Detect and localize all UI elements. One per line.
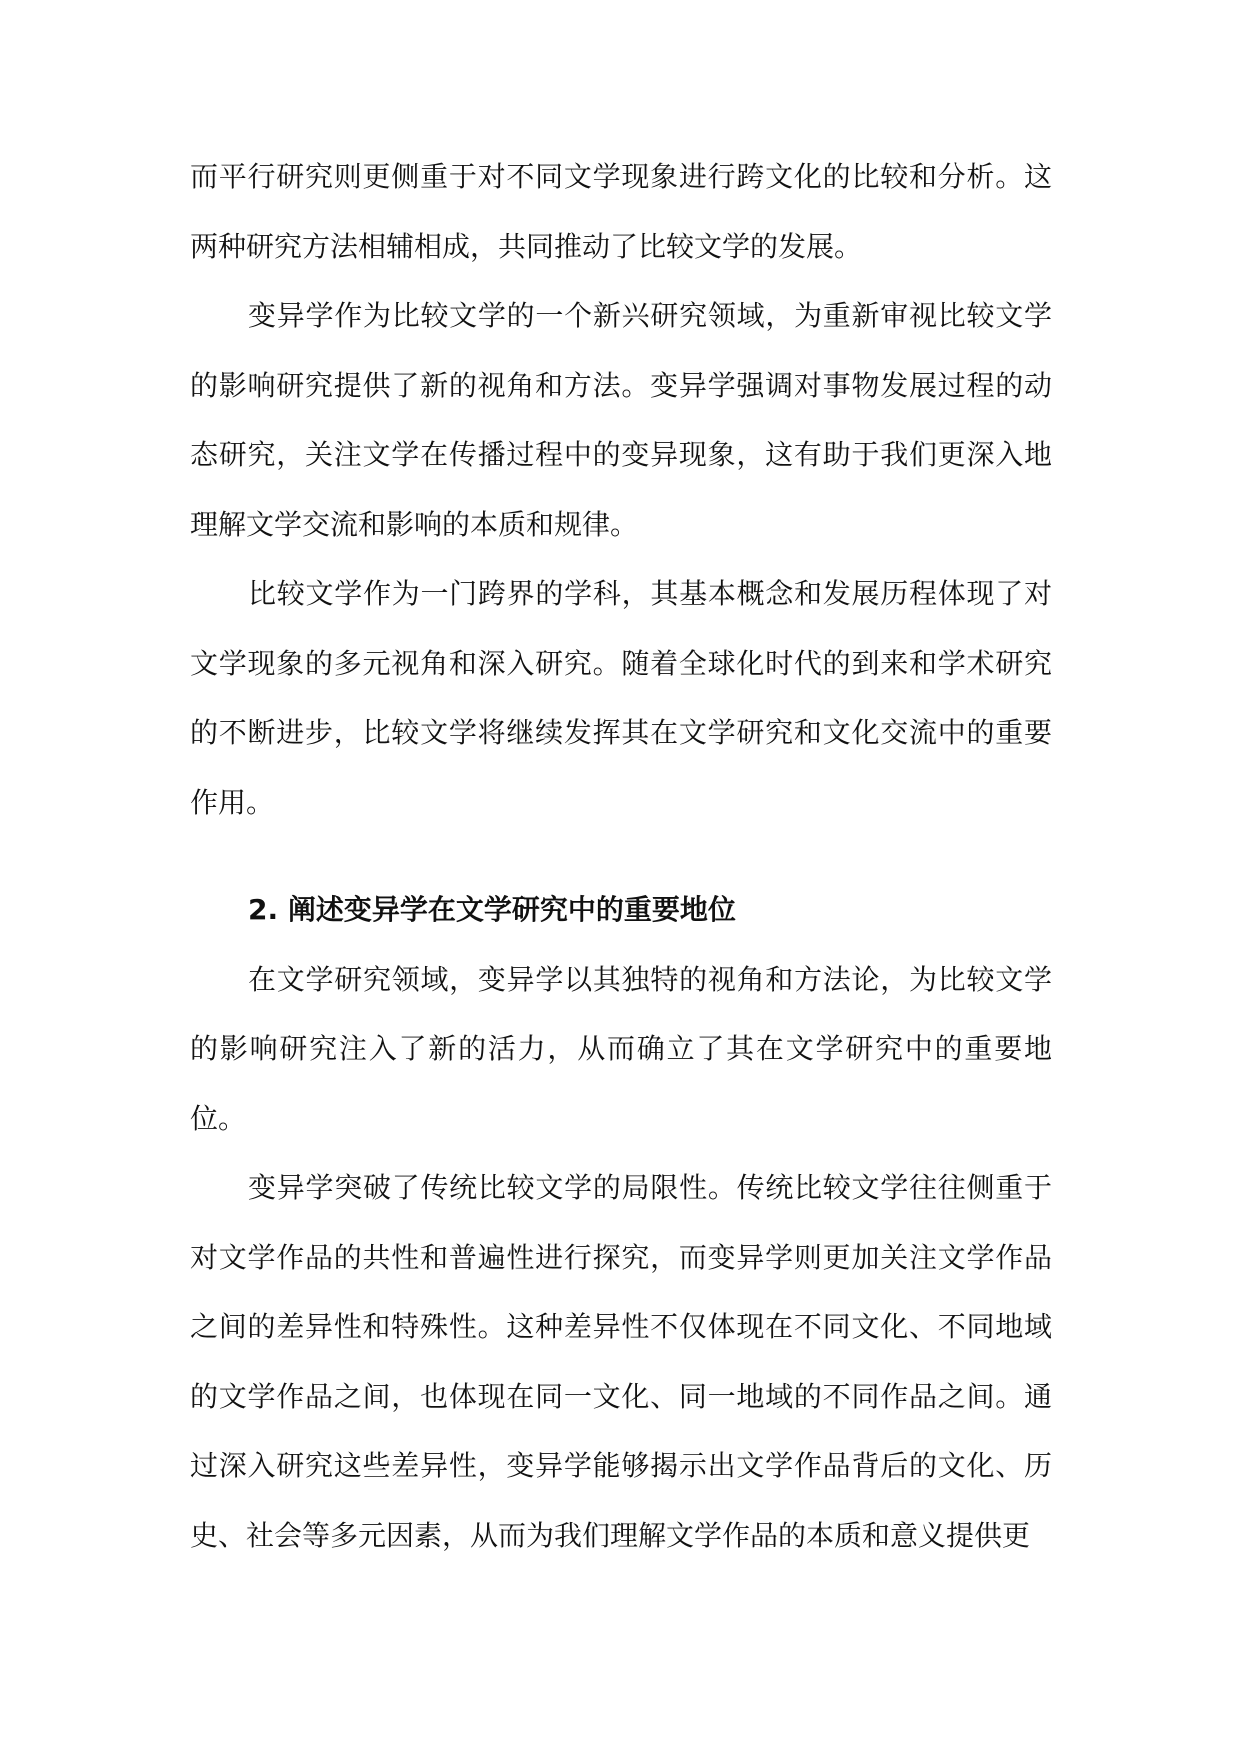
document-body (190, 142, 1052, 1570)
section-paragraph-intro: 在文学研究领域，变异学以其独特的视角和方法论，为比较文学的影响研究注入了新的活力，从而确立了其在文学研究中的重要地位。 (190, 962, 1052, 1135)
section-paragraph-breakthrough: 变异学突破了传统比较文学的局限性。传统比较文学往往侧重于对文学作品的共性和普遍性进行探究，而变异学则更加关注文学作品之间的差异性和特殊性。这种差异性不仅体现在不同文化、不同地域的文学作品之间，也体现在同一文化、同一地域的不同作品之间。通过深入研究这些差异性，变异学能够揭示出文学作品背后的文化、历史、社会等多元因素，从而为我们理解文学作品的本质和意义提供更 (190, 1171, 1052, 1552)
section-heading: 2. 阐述变异学在文学研究中的重要地位 (248, 893, 736, 926)
paragraph-comparative-literature: 比较文学作为一门跨界的学科，其基本概念和发展历程体现了对文学现象的多元视角和深入研究。随着全球化时代的到来和学术研究的不断进步，比较文学将继续发挥其在文学研究和文化交流中的重要作用。 (190, 577, 1052, 819)
paragraph-variation-studies: 变异学作为比较文学的一个新兴研究领域，为重新审视比较文学的影响研究提供了新的视角和方法。变异学强调对事物发展过程的动态研究，关注文学在传播过程中的变异现象，这有助于我们更深入地理解文学交流和影响的本质和规律。 (190, 299, 1052, 541)
paragraph-continued: 而平行研究则更侧重于对不同文学现象进行跨文化的比较和分析。这两种研究方法相辅相成，共同推动了比较文学的发展。 (190, 160, 1052, 263)
